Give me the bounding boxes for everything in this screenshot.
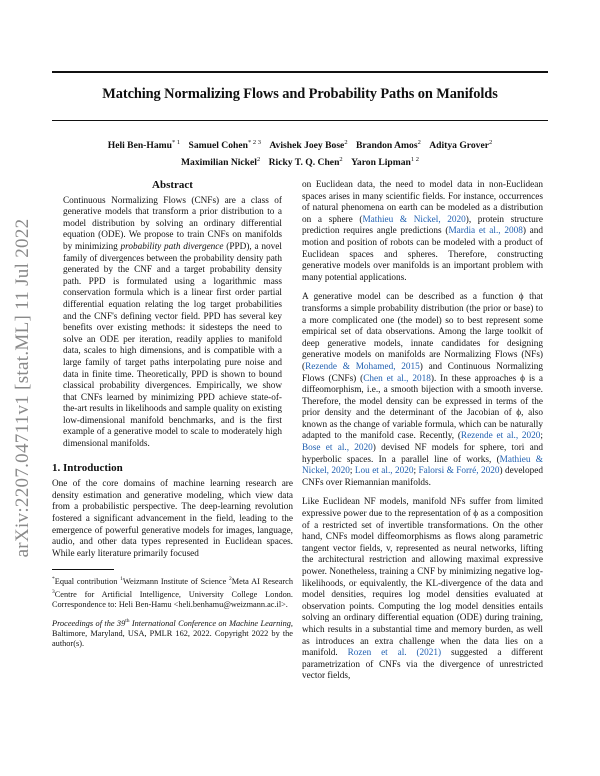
proceedings-footnote: Proceedings of the 39th International Conference on Machine Learning, Baltimore, Maryland, USA, PMLR 162, 2022. Copyright 2022 by the author(s).	[52, 618, 293, 649]
author	[181, 157, 260, 168]
citation-link[interactable]: Bose et al., 2020	[302, 443, 373, 454]
author-affiliation-marks: 2	[344, 139, 348, 146]
citation-link[interactable]: Mardia et al., 2008	[448, 226, 523, 237]
affiliation-footnote: *Equal contribution $^1$Weizmann Institute of Science $^2$Meta AI Research $^3$Centre for Artificial Intelligence, University College London. Correspondence to: Heli Ben-Hamu <heli.benhamu@weizmann.ac.il>.	[52, 576, 293, 610]
author-name: Avishek Joey Bose	[269, 140, 345, 152]
author-affiliation-marks: 2	[339, 156, 343, 164]
paper-title: Matching Normalizing Flows and Probability Paths on Manifolds	[102, 86, 498, 102]
arxiv-identifier: arXiv:2207.04711v1 [stat.ML] 11 Jul 2022	[12, 218, 33, 558]
abstract-text: Continuous Normalizing Flows (CNFs) are a class of generative models that transform a prior distribution to a model distribution by solving an ordinary differential equation (ODE). We propose to train CNFs on manifolds by minimizing probability path divergence (PPD), a novel family of divergences between the probability density path generated by the CNF and a target probability density path. PPD is formulated using a logarithmic mass conservation formula which is a linear first order partial differential equation relating the log target probabilities and the CNF's defining vector field. PPD has several key benefits over existing methods: it sidesteps the need to solve an ODE per iteration, readily applies to manifold data, scales to high dimensions, and is compatible with a large family of target paths interpolating pure noise and data in finite time. Theoretically, PPD is shown to bound classical probability divergences. Empirically, we show that CNFs learned by minimizing PPD achieve state-of-the-art results in likelihoods and sample quality on existing low-dimensional manifold benchmarks, and is the first example of a generative model to scale to moderately high dimensional manifolds.	[63, 195, 282, 450]
author-name: Ricky T. Q. Chen	[268, 157, 340, 169]
citation-link[interactable]: Mathieu & Nickel, 2020	[302, 454, 543, 477]
intro-paragraph-2: A generative model can be described as a function ϕ that transforms a simple probability distribution (the prior or base) to a more complicated one (the model) so to best represent some empirical set of data observations. Among the large toolkit of deep generative models, innate candidates for designing generative models on manifolds are Normalizing Flows (NFs) (Rezende & Mohamed, 2015) and Continuous Normalizing Flows (CNFs) (Chen et al., 2018). In these approaches ϕ is a diffeomorphism, i.e., a smooth bijection with a smooth inverse. Therefore, the model density can be expressed in terms of the prior density and the determinant of the Jacobian of ϕ, also known as the change of variable formula, which can be naturally adapted to the manifold case. Recently, (Rezende et al., 2020; Bose et al., 2020) devised NF models for sphere, tori and hyperbolic spaces. In a parallel line of works, (Mathieu & Nickel, 2020; Lou et al., 2020; Falorsi & Forré, 2020) developed CNFs over Riemannian manifolds.	[302, 292, 543, 488]
author	[108, 140, 180, 151]
abstract-emphasis: probability path divergence	[120, 241, 224, 252]
citation-link[interactable]: Rezende & Mohamed, 2015	[305, 361, 420, 372]
citation-link[interactable]: Lou et al., 2020	[354, 466, 414, 477]
author-name: Aditya Grover	[429, 140, 489, 152]
right-column	[302, 180, 543, 683]
author-list	[80, 136, 520, 170]
intro-paragraph-1: on Euclidean data, the need to model data in non-Euclidean spaces arises in many scientific fields. For instance, occurrences of natural phenomena on earth can be modeled as a distribution on a sphere (Mathieu & Nickel, 2020), protein structure prediction requires angle predictions (Mardia et al., 2008) and motion and position of robots can be modeled with a product of Euclidean spaces and spheres. Therefore, constructing generative models over manifolds is an important problem with many potential applications.	[302, 180, 543, 283]
author-name: Brandon Amos	[355, 140, 418, 152]
author-affiliation-marks: * 2 3	[247, 139, 261, 146]
introduction-paragraph: One of the core domains of machine learning research are density estimation and generative modeling, which view data from a probabilistic perspective. The deep-learning revolution fostered a significant advancement in the field, leading to the emergence of powerful generative models for images, language, audio, and other data types represented in Euclidean spaces. While early literature primarily focused	[52, 479, 293, 559]
author-affiliation-marks: * 1	[171, 139, 181, 146]
citation-link[interactable]: Rezende et al., 2020	[460, 431, 541, 442]
author-name: Maximilian Nickel	[180, 157, 257, 169]
author	[429, 140, 492, 151]
citation-link[interactable]: Chen et al., 2018	[363, 373, 431, 384]
author	[269, 140, 347, 151]
citation-link[interactable]: Rozen et al. (2021)	[347, 648, 442, 659]
author	[189, 140, 261, 151]
title-bottom-rule	[52, 120, 548, 121]
author-name: Heli Ben-Hamu	[107, 140, 172, 152]
citation-link[interactable]: Mathieu & Nickel, 2020	[362, 214, 466, 225]
author	[269, 157, 343, 168]
left-column	[52, 180, 293, 649]
citation-link[interactable]: Falorsi & Forré, 2020	[418, 466, 500, 477]
abstract-heading: Abstract	[152, 179, 193, 191]
arxiv-sidebar	[8, 208, 38, 568]
author	[356, 140, 421, 151]
introduction-heading: 1. Introduction	[52, 461, 123, 474]
author-affiliation-marks: 2	[256, 156, 261, 164]
author	[351, 157, 419, 168]
author-affiliation-marks: 2	[489, 139, 493, 146]
author-affiliation-marks: 1 2	[410, 156, 419, 164]
intro-paragraph-3: Like Euclidean NF models, manifold NFs suffer from limited expressive power due to the representation of ϕ as a composition of a restricted set of invertible transformations. On the other hand, CNFs model diffeomorphisms as flows along parametric tangent vector fields, v, represented as neural networks, lifting the architectural restriction and allowing maximal expressive power. Nonetheless, training a CNF by minimizing negative log-likelihoods, or equivalently, the KL-divergence of the data and model densities, requires log model densities evaluated at observation points. Computing the log model densities entails solving an ordinary differential equation (ODE) during training, which results in a substantial time and memory burden, as well as introduces an extra challenge when the data lies on a manifold. Rozen et al. (2021) suggested a different parametrization of CNFs via the divergence of unrestricted vector fields,	[302, 497, 543, 682]
author-name: Yaron Lipman	[351, 157, 411, 169]
title-top-rule	[52, 71, 548, 73]
author-name: Samuel Cohen	[188, 140, 248, 152]
footnote-rule	[52, 569, 114, 570]
author-affiliation-marks: 2	[417, 139, 421, 146]
